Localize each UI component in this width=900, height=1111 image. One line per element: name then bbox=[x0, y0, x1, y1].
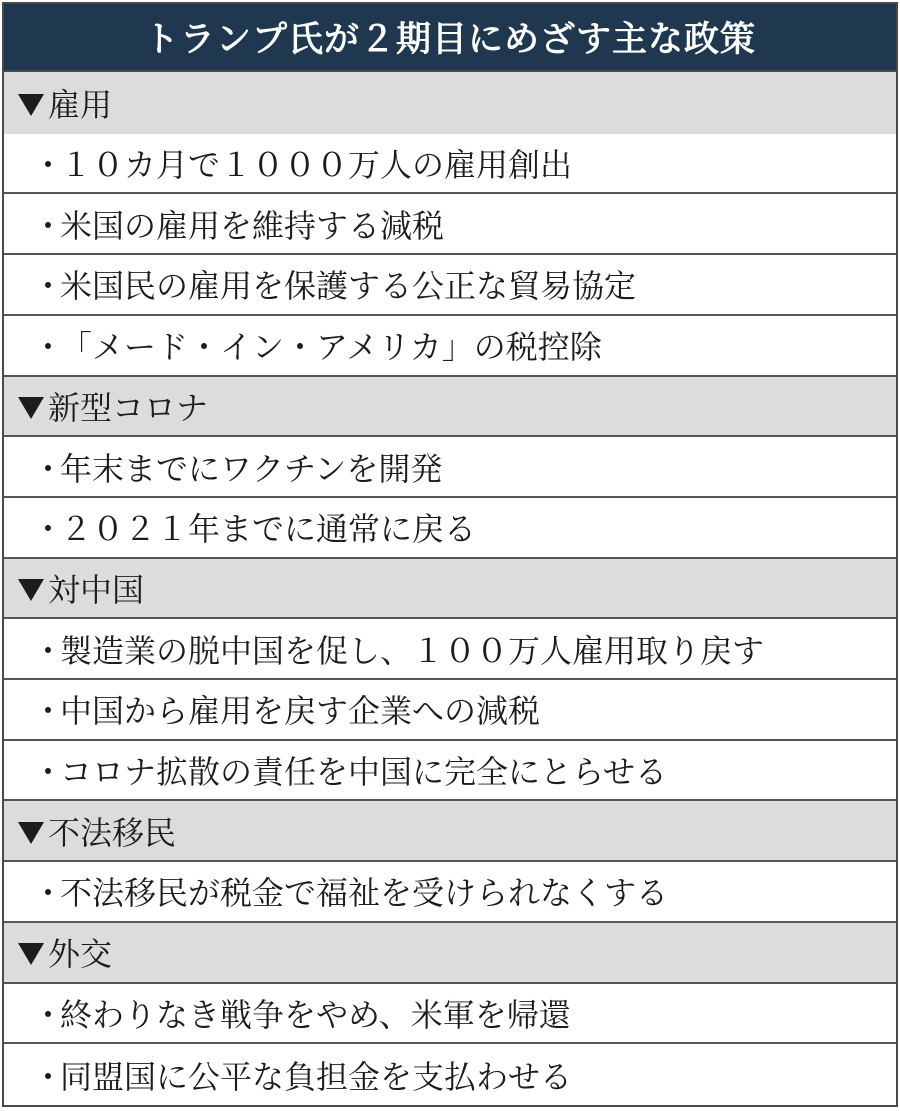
list-item bbox=[4, 255, 896, 316]
list-item-text: 「メード・イン・アメリカ」の税控除 bbox=[60, 328, 602, 367]
list-item-text: 米国の雇用を維持する減税 bbox=[60, 206, 445, 245]
triangle-down-icon bbox=[18, 397, 44, 419]
section-heading-label: 不法移民 bbox=[48, 813, 177, 852]
list-item-text: 年末までにワクチンを開発 bbox=[60, 449, 443, 488]
section-heading bbox=[4, 377, 896, 438]
list-item-text: １０カ月で１０００万人の雇用創出 bbox=[60, 146, 573, 185]
section-heading bbox=[4, 72, 896, 134]
bullet-marker: ・ bbox=[32, 449, 65, 488]
section-heading-label: 対中国 bbox=[48, 570, 145, 609]
list-item bbox=[4, 680, 896, 741]
section-heading bbox=[4, 559, 896, 620]
list-item bbox=[4, 741, 896, 802]
list-item-text: 米国民の雇用を保護する公正な貿易協定 bbox=[60, 267, 637, 306]
bullet-marker: ・ bbox=[32, 995, 65, 1034]
list-item-text: 同盟国に公平な負担金を支払わせる bbox=[60, 1057, 573, 1096]
list-item bbox=[4, 619, 896, 680]
section-heading-label: 新型コロナ bbox=[48, 388, 209, 427]
bullet-marker: ・ bbox=[32, 510, 65, 549]
bullet-marker: ・ bbox=[32, 146, 65, 185]
list-item-text: 終わりなき戦争をやめ、米軍を帰還 bbox=[60, 995, 571, 1034]
triangle-down-icon bbox=[18, 943, 44, 965]
triangle-down-icon bbox=[18, 94, 44, 116]
bullet-marker: ・ bbox=[32, 631, 65, 670]
list-item bbox=[4, 134, 896, 195]
section-heading-label: 外交 bbox=[48, 935, 113, 974]
bullet-marker: ・ bbox=[32, 753, 65, 792]
bullet-marker: ・ bbox=[32, 692, 65, 731]
list-item bbox=[4, 984, 896, 1045]
list-item bbox=[4, 194, 896, 255]
policy-table bbox=[2, 2, 898, 1107]
list-item-text: 不法移民が税金で福祉を受けられなくする bbox=[60, 874, 669, 913]
triangle-down-icon bbox=[18, 822, 44, 844]
section-employment bbox=[4, 72, 896, 134]
bullet-marker: ・ bbox=[32, 1057, 65, 1096]
bullet-marker: ・ bbox=[32, 267, 65, 306]
list-item bbox=[4, 1044, 896, 1105]
triangle-down-icon bbox=[18, 579, 44, 601]
list-item bbox=[4, 498, 896, 559]
list-item-text: 製造業の脱中国を促し、１００万人雇用取り戻す bbox=[60, 631, 765, 670]
section-heading bbox=[4, 801, 896, 862]
list-item-text: 中国から雇用を戻す企業への減税 bbox=[60, 692, 541, 731]
table-title: トランプ氏が２期目にめざす主な政策 bbox=[4, 4, 896, 72]
bullet-marker: ・ bbox=[32, 874, 65, 913]
list-item bbox=[4, 316, 896, 377]
bullet-marker: ・ bbox=[32, 328, 65, 367]
section-heading bbox=[4, 923, 896, 984]
list-item-text: コロナ拡散の責任を中国に完全にとらせる bbox=[60, 753, 668, 792]
list-item-text: ２０２１年までに通常に戻る bbox=[60, 510, 477, 549]
list-item bbox=[4, 437, 896, 498]
bullet-marker: ・ bbox=[32, 206, 65, 245]
section-heading-label: 雇用 bbox=[48, 85, 113, 124]
list-item bbox=[4, 862, 896, 923]
